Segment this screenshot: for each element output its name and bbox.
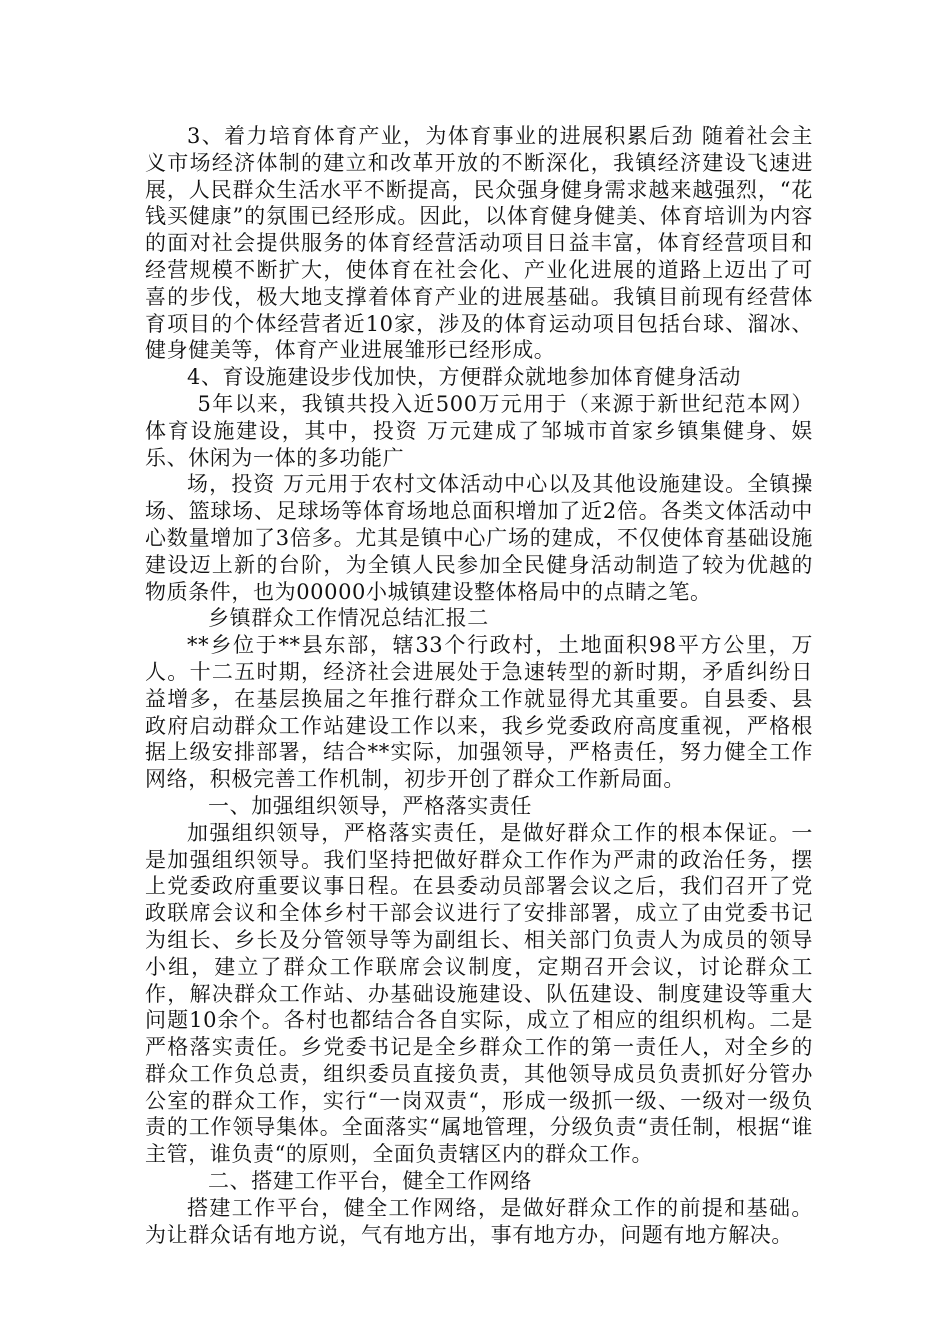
paragraph-leadership: 加强组织领导，严格落实责任，是做好群众工作的根本保证。一是加强组织领导。我们坚持把做好群众工作作为严肃的政治任务，摆上党委政府重要议事日程。在县委动员部署会议之后，我们召开了党政联席会议和全体乡村干部会议进行了安排部署，成立了由党委书记为组长、乡长及分管领导等为副组长、相关部门负责人为成员的领导小组，建立了群众工作联席会议制度，定期召开会议，讨论群众工作，解决群众工作站、办基础设施建设、队伍建设、制度建设等重大问题10余个。各村也都结合各自实际，成立了相应的组织机构。二是严格落实责任。乡党委书记是全乡群众工作的第一责任人，对全乡的群众工作负总责，组织委员直接负责，其他领导成员负责抓好分管办公室的群众工作，实行“一岗双责“，形成一级抓一级、一级对一级负责的工作领导集体。全面落实“属地管理，分级负责“责任制，根据“谁主管，谁负责“的原则，全面负责辖区内的群众工作。: [145, 820, 813, 1167]
heading-facilities: 4、育设施建设步伐加快，方便群众就地参加体育健身活动: [187, 365, 741, 390]
paragraph-sports-industry: 3、着力培育体育产业，为体育事业的进展积累后劲 随着社会主义市场经济体制的建立和改革开放的不断深化，我镇经济建设飞速进展，人民群众生活水平不断提高，民众强身健身需求越来越强烈，“花钱买健康”的氛围已经形成。因此，以体育健身健美、体育培训为内容的面对社会提供服务的体育经营活动项目日益丰富，体育经营项目和经营规模不断扩大，使体育在社会化、产业化进展的道路上迈出了可喜的步伐，极大地支撑着体育产业的进展基础。我镇目前现有经营体育项目的个体经营者近10家，涉及的体育运动项目包括台球、溜冰、健身健美等，体育产业进展雏形已经形成。: [145, 124, 813, 363]
report-title: 乡镇群众工作情况总结汇报二: [208, 606, 489, 631]
paragraph-township-overview: **乡位于**县东部，辖33个行政村，土地面积98平方公里，万人。十二五时期，经济社会进展处于急速转型的新时期，矛盾纠纷日益增多，在基层换届之年推行群众工作就显得尤其重要。自县委、县政府启动群众工作站建设工作以来，我乡党委政府高度重视，严格根据上级安排部署，结合**实际，加强领导，严格责任，努力健全工作网络，积极完善工作机制，初步开创了群众工作新局面。: [145, 633, 813, 792]
paragraph-investment: 5年以来，我镇共投入近500万元用于（来源于新世纪范本网）体育设施建设，其中，投资 万元建成了邹城市首家乡镇集健身、娱乐、休闲为一体的多功能广: [145, 391, 813, 470]
section-heading-1: 一、加强组织领导，严格落实责任: [208, 793, 532, 818]
document-page: [145, 123, 813, 1248]
paragraph-venues: 场，投资 万元用于农村文体活动中心以及其他设施建设。全镇操场、篮球场、足球场等体育场地总面积增加了近2倍。各类文体活动中心数量增加了3倍多。尤其是镇中心广场的建成，不仅使体育基础设施建设迈上新的台阶，为全镇人民参加全民健身活动制造了较为优越的物质条件，也为00000小城镇建设整体格局中的点睛之笔。: [145, 472, 813, 604]
section-heading-2: 二、搭建工作平台，健全工作网络: [208, 1169, 532, 1194]
paragraph-platform: 搭建工作平台，健全工作网络，是做好群众工作的前提和基础。为让群众话有地方说，气有地方出，事有地方办，问题有地方解决。: [145, 1195, 813, 1247]
